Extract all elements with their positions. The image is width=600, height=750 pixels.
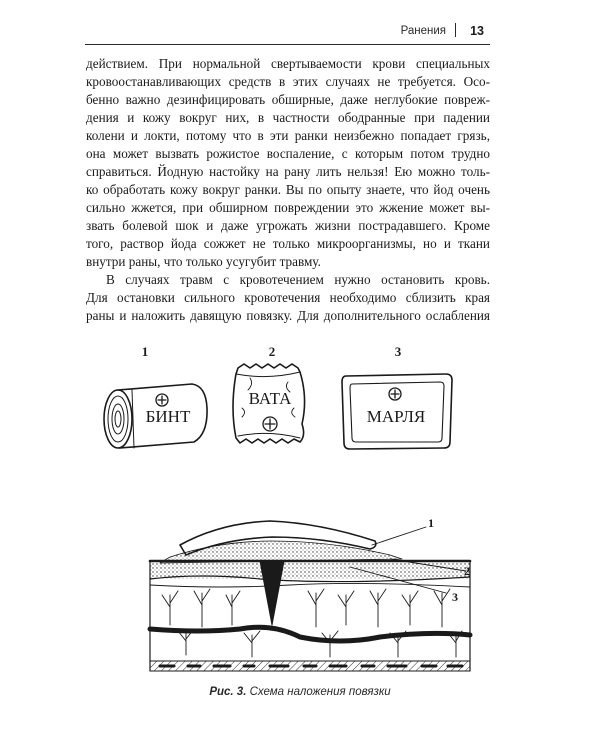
text-line: сильно жжется, при обширном повреждении это жжение может вы- — [86, 200, 490, 215]
paragraph-1 — [86, 55, 490, 271]
item-number: 3 — [394, 344, 402, 359]
text-line: раны и наложить давящую повязку. Для дополнительного ослабления — [86, 308, 490, 323]
caption-prefix: Рис. 3. — [209, 686, 247, 698]
text-line: того, раствор йода сожжет не только микроорганизмы, но и ткани — [86, 236, 490, 251]
bandage-schema-diagram — [140, 515, 480, 680]
callout-number: 2 — [464, 564, 470, 578]
text-line: действием. При нормальной свертываемости крови специальных — [86, 56, 490, 71]
running-head-section: Ранения — [400, 25, 446, 37]
page-number: 13 — [470, 24, 484, 38]
paragraph-2 — [86, 271, 490, 325]
running-head-separator — [455, 23, 456, 37]
text-line: дения и кожу вокруг них, в частности ободранные при падении — [86, 110, 490, 125]
running-head — [85, 22, 490, 45]
callout-number: 1 — [428, 516, 434, 530]
item-number: 1 — [141, 344, 149, 359]
text-line: внутри раны, что только усугубит травму. — [86, 254, 321, 269]
text-line: бенно важно дезинфицировать обширные, даже неглубокие повреж- — [86, 92, 490, 107]
text-line: В случаях травм с кровотечением нужно остановить кровь. — [106, 272, 490, 287]
item-label: МАРЛЯ — [366, 407, 426, 426]
text-line: Для остановки сильного кровотечения необходимо сблизить края — [86, 290, 490, 305]
text-line: ко обработать кожу вокруг ранки. Вы по опыту знаете, что йод очень — [86, 182, 490, 197]
text-line: колени и локти, потому что в эти ранки неизбежно попадает грязь, — [86, 128, 490, 143]
figure-caption — [0, 686, 600, 698]
item-label: БИНТ — [145, 407, 191, 426]
text-line: кровоостанавливающих средств в этих случаях не требуется. Осо- — [86, 74, 490, 89]
text-line: она может вызвать рожистое воспаление, с которым потом трудно — [86, 146, 490, 161]
text-line: звать болевой шок и даже угрожать жизни пострадавшего. Кроме — [86, 218, 490, 233]
body-text — [86, 55, 490, 325]
callout-number: 3 — [452, 590, 458, 604]
item-label: ВАТА — [248, 389, 292, 408]
item-number: 2 — [268, 344, 276, 359]
text-line: справиться. Йодную настойку на рану лить нельзя! Ею можно толь- — [86, 164, 490, 179]
caption-text: Схема наложения повязки — [249, 686, 391, 698]
supplies-figure — [90, 338, 490, 488]
